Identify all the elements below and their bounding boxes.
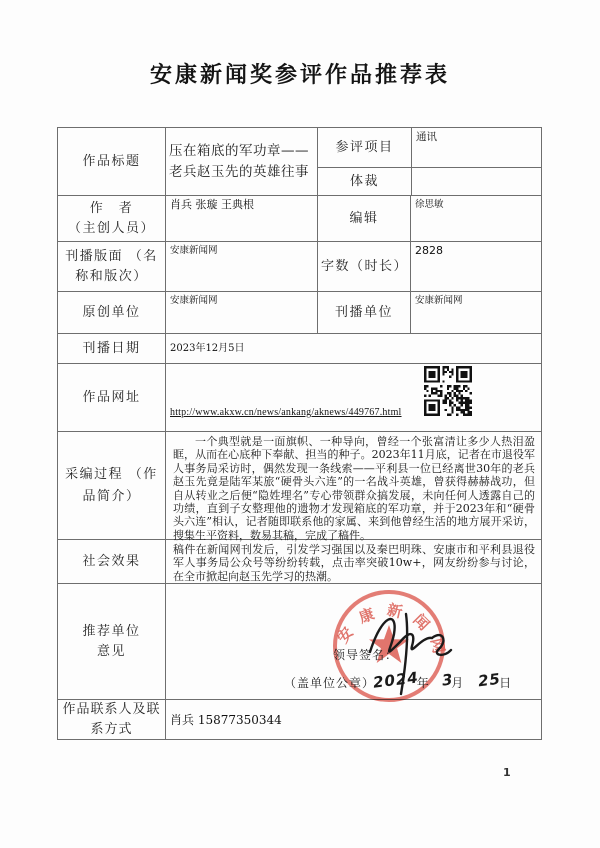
genre-label: 体裁	[349, 173, 379, 189]
original-unit-label: 原创单位	[82, 304, 141, 320]
contact-label: 作品联系人及联系方式	[62, 701, 161, 737]
entry-category-row	[318, 128, 541, 167]
author-value: 肖兵 张璇 王典根	[165, 196, 317, 241]
work-title-line2: 老兵赵玉先的英雄往事	[169, 163, 309, 180]
publish-unit-value: 安康新闻网	[410, 292, 541, 333]
row-author	[58, 195, 541, 241]
original-unit-value: 安康新闻网	[165, 292, 317, 333]
recommendation-form-table	[57, 127, 542, 740]
editing-process-value: 一个典型就是一面旗帜、一种导向，曾经一个张富清让多少人热泪盈眶，从而在心底种下奉献、担当的种子。2023年11月底，记者在市退役军人事务局采访时，偶然发现一条线索——平利县一位已经离世30年的老兵赵玉先竟是陆军某旅“硬骨头六连”的一名战斗英雄，曾获得赫赫战功，但自从转业之后便“隐姓埋名”专心带领群众搞发展，未向任何人透露自己的功绩，直到子女整理他的遗物才发现箱底的军功章，并于2023年和“硬骨头六连”相认，记者随即联系他的家属、来到他曾经生活的地方展开采访，搜集生平资料，数易其稿，完成了稿件。	[165, 432, 541, 539]
work-url-label: 作品网址	[82, 389, 141, 405]
handwritten-month: 3	[440, 670, 455, 690]
seal-prefix: （盖单位公章）	[284, 676, 376, 690]
work-title-line1: 压在箱底的军功章——	[169, 142, 309, 159]
page-title: 安康新闻奖参评作品推荐表	[149, 62, 450, 88]
handwritten-year: 2024	[372, 668, 420, 692]
page-number: 1	[503, 766, 511, 779]
editor-label: 编辑	[317, 196, 410, 241]
genre-value	[411, 168, 541, 195]
recommendation-label: 推荐单位 意见	[82, 623, 141, 659]
recommendation-signature-cell	[165, 584, 541, 699]
work-title-label: 作品标题	[82, 153, 141, 169]
work-url-cell	[165, 364, 541, 431]
editing-process-label: 采编过程 （作品简介）	[65, 466, 158, 504]
genre-row	[318, 167, 541, 195]
unit-seal-date-line	[284, 668, 513, 692]
work-title-value	[165, 128, 317, 195]
row-units	[58, 291, 541, 333]
row-contact	[58, 699, 541, 739]
category-genre-split	[317, 128, 541, 195]
publication-label: 刊播版面 （名称和版次）	[65, 248, 158, 284]
word-count-value: 2828	[410, 242, 541, 291]
social-effect-label: 社会效果	[82, 553, 141, 569]
entry-category-value: 通讯	[411, 128, 541, 167]
leader-signature-label: 领导签名：	[333, 648, 399, 662]
editor-value: 徐思敏	[410, 196, 541, 241]
contact-value: 肖兵 15877350344	[165, 700, 541, 739]
publication-value: 安康新闻网	[165, 242, 317, 291]
row-work-title	[58, 128, 541, 195]
row-editing-process	[58, 431, 541, 542]
handwritten-day: 25	[477, 669, 503, 691]
row-publish-date	[58, 333, 541, 363]
row-recommendation	[58, 583, 541, 699]
row-publication	[58, 241, 541, 291]
year-char: 年	[416, 676, 430, 690]
publish-date-label: 刊播日期	[82, 340, 141, 356]
publish-date-value: 2023年12月5日	[165, 334, 541, 363]
social-effect-value: 稿件在新闻网刊发后，引发学习强国以及秦巴明珠、安康市和平利县退役军人事务局公众号等纷纷转载，点击率突破10w+，网友纷纷参与讨论，在全市掀起向赵玉先学习的热潮。	[165, 540, 541, 583]
day-char: 日	[499, 676, 513, 690]
row-social-effect	[58, 539, 541, 583]
row-work-url	[58, 363, 541, 431]
work-url-value: http://www.akxw.cn/news/ankang/aknews/449767.html	[170, 407, 402, 418]
qr-code-icon	[424, 366, 472, 416]
author-label: 作 者 （主创人员）	[67, 200, 155, 236]
word-count-label: 字数（时长）	[317, 242, 410, 291]
month-char: 月	[451, 676, 465, 690]
publish-unit-label: 刊播单位	[317, 292, 410, 333]
seal-text: 安康新闻网	[333, 600, 450, 666]
entry-category-label: 参评项目	[335, 139, 394, 155]
